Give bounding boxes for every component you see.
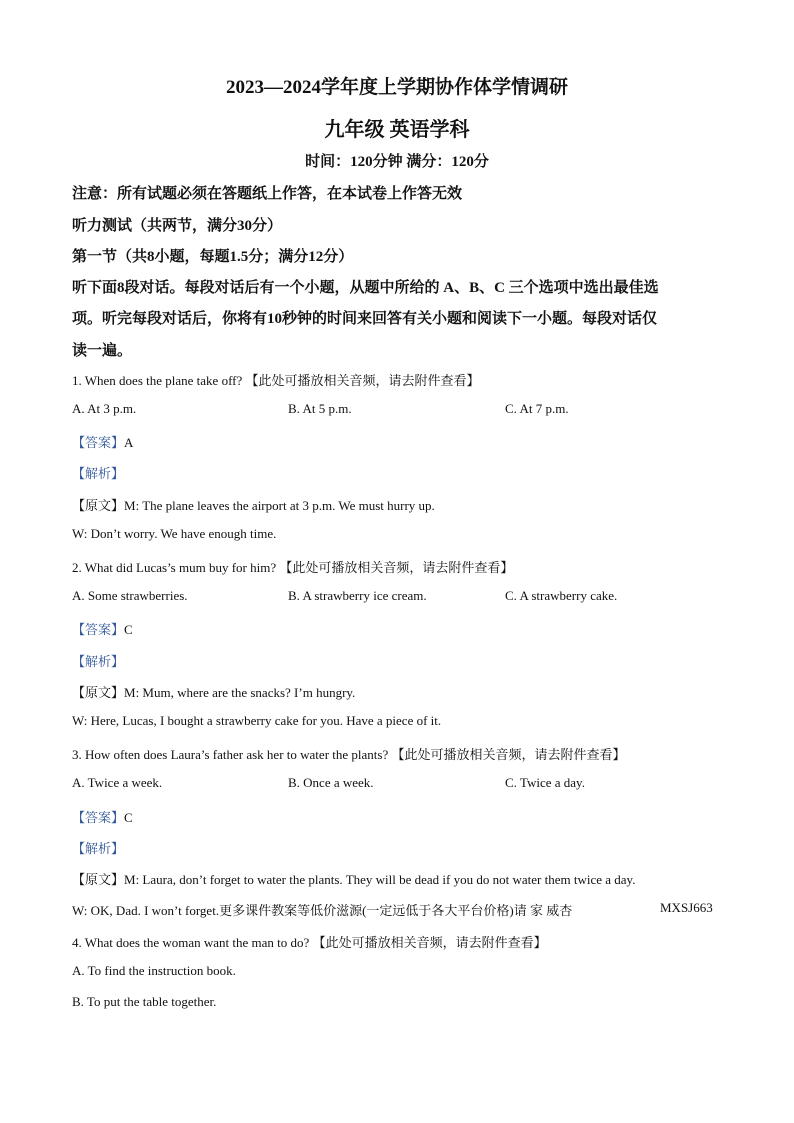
answer-line xyxy=(72,619,133,638)
transcript-w: W: OK, Dad. I won’t forget.更多课件教案等低价滋源(一定远低于各大平台价格)请 家 威杏 xyxy=(72,903,573,918)
answer-label: 【答案】 xyxy=(72,810,125,825)
answer-label: 【答案】 xyxy=(72,622,125,637)
option-a: A. At 3 p.m. xyxy=(72,401,137,416)
section-heading: 听力测试（共两节，满分30分） xyxy=(72,218,283,234)
answer-value: C xyxy=(124,622,133,637)
answer-value: A xyxy=(124,435,134,450)
question-stem: 1. When does the plane take off? 【此处可播放相关音频，请去附件查看】 xyxy=(72,373,480,388)
option-b: B. Once a week. xyxy=(288,775,374,790)
exam-title: 2023—2024学年度上学期协作体学情调研 xyxy=(225,77,568,98)
transcript-text: M: Mum, where are the snacks? I’m hungry. xyxy=(124,685,356,700)
original-label: 【原文】 xyxy=(72,685,125,700)
watermark-code: MXSJ663 xyxy=(660,900,713,915)
option-c: C. A strawberry cake. xyxy=(505,588,618,603)
directions-line: 读一遍。 xyxy=(72,343,133,359)
analysis-label: 【解析】 xyxy=(72,466,125,481)
transcript-w: W: Here, Lucas, I bought a strawberry cake for you. Have a piece of it. xyxy=(72,713,442,728)
option-a: A. Twice a week. xyxy=(72,775,163,790)
answer-value: C xyxy=(124,810,133,825)
option-a: A. Some strawberries. xyxy=(72,588,188,603)
transcript-m xyxy=(72,869,635,888)
transcript-m xyxy=(72,495,435,514)
transcript-w: W: Don’t worry. We have enough time. xyxy=(72,526,277,541)
exam-note: 注意：所有试题必须在答题纸上作答，在本试卷上作答无效 xyxy=(72,186,463,202)
original-label: 【原文】 xyxy=(72,872,125,887)
part-heading: 第一节（共8小题，每题1.5分；满分12分） xyxy=(72,249,354,265)
question-stem: 4. What does the woman want the man to do? 【此处可播放相关音频，请去附件查看】 xyxy=(72,935,547,950)
answer-label: 【答案】 xyxy=(72,435,125,450)
answer-line xyxy=(72,807,133,826)
exam-meta: 时间：120分钟 满分：120分 xyxy=(305,154,489,170)
option-c: C. At 7 p.m. xyxy=(505,401,569,416)
question-stem: 3. How often does Laura’s father ask her to water the plants? 【此处可播放相关音频，请去附件查看】 xyxy=(72,747,626,762)
option-c: C. Twice a day. xyxy=(505,775,585,790)
analysis-label: 【解析】 xyxy=(72,841,125,856)
original-label: 【原文】 xyxy=(72,498,125,513)
option-b: B. A strawberry ice cream. xyxy=(288,588,427,603)
directions-line: 项。听完每段对话后，你将有10秒钟的时间来回答有关小题和阅读下一小题。每段对话仅 xyxy=(72,311,658,327)
analysis-label: 【解析】 xyxy=(72,654,125,669)
transcript-m xyxy=(72,682,355,701)
question-stem: 2. What did Lucas’s mum buy for him? 【此处可播放相关音频，请去附件查看】 xyxy=(72,560,514,575)
option-b: B. To put the table together. xyxy=(72,994,217,1009)
transcript-text: M: The plane leaves the airport at 3 p.m. We must hurry up. xyxy=(124,498,435,513)
transcript-text: M: Laura, don’t forget to water the plants. They will be dead if you do not water them twice a day. xyxy=(124,872,636,887)
answer-line xyxy=(72,432,133,451)
exam-subtitle: 九年级 英语学科 xyxy=(324,119,470,141)
directions-line: 听下面8段对话。每段对话后有一个小题，从题中所给的 A、B、C 三个选项中选出最佳选 xyxy=(72,280,659,296)
option-b: B. At 5 p.m. xyxy=(288,401,352,416)
option-a: A. To find the instruction book. xyxy=(72,963,236,978)
